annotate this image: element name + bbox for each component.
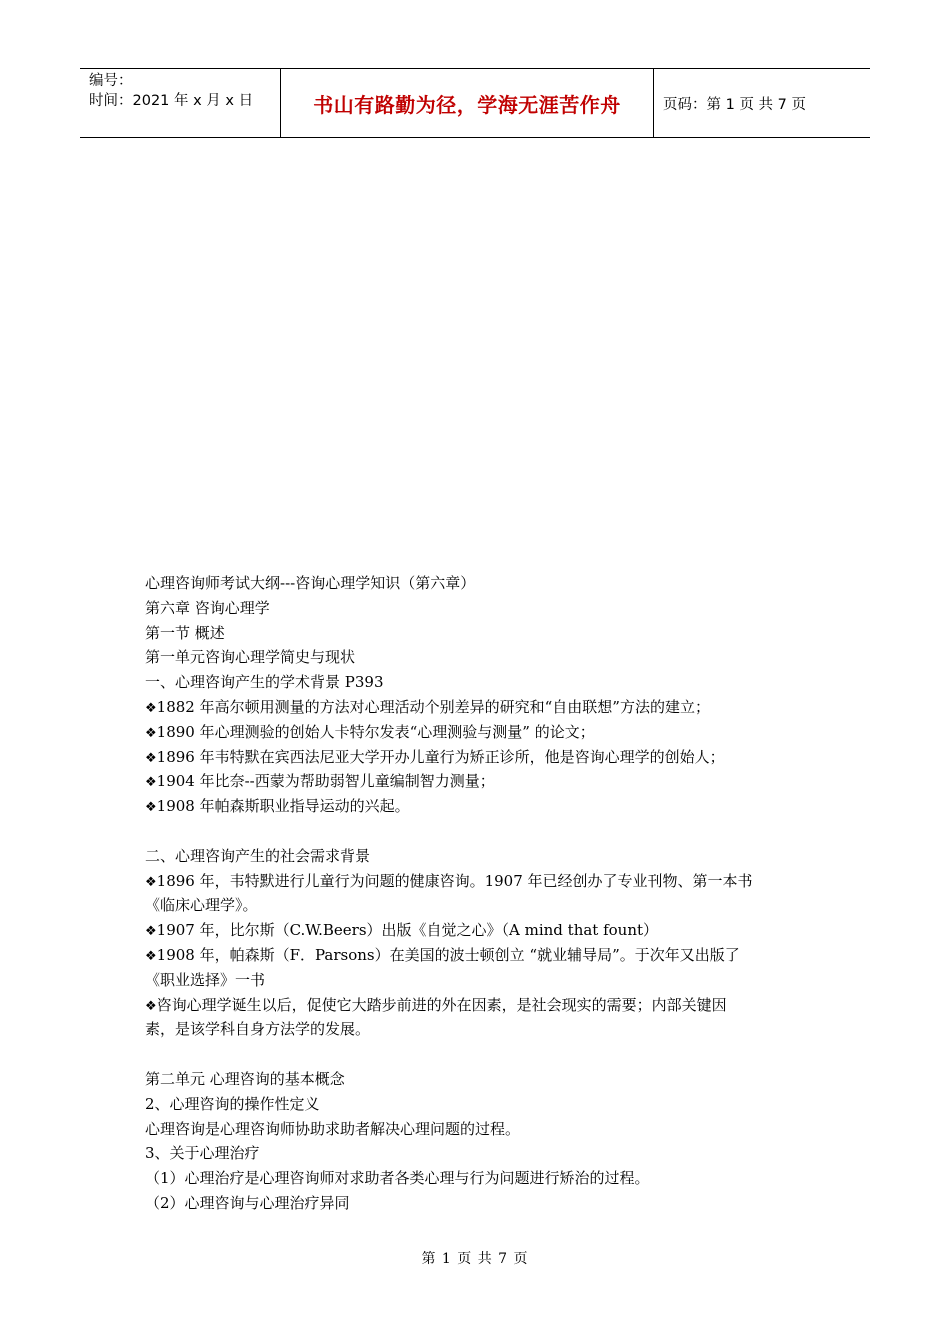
bullet-text: 咨询心理学诞生以后，促使它大踏步前进的外在因素，是社会现实的需要；内部关键因 — [156, 995, 727, 1014]
bullet-text: 1890 年心理测验的创始人卡特尔发表“心理测验与测量” 的论文； — [156, 722, 595, 741]
header-motto: 书山有路勤为径，学海无涯苦作舟 — [313, 92, 621, 117]
bullet-icon: ❖ — [145, 725, 157, 741]
bullet-continuation: 《职业选择》一书 — [145, 970, 266, 989]
chapter-heading: 第六章 咨询心理学 — [145, 598, 270, 617]
bullet-item — [145, 769, 810, 794]
bullet-icon: ❖ — [145, 874, 157, 890]
blank-line — [145, 1042, 810, 1067]
paragraph: 心理咨询是心理咨询师协助求助者解决心理问题的过程。 — [145, 1119, 521, 1138]
document-body — [145, 571, 810, 1216]
bullet-text: 1896 年韦特默在宾西法尼亚大学开办儿童行为矫正诊所，他是咨询心理学的创始人； — [156, 747, 725, 766]
bullet-continuation: 素，是该学科自身方法学的发展。 — [145, 1020, 371, 1039]
bullet-continuation: 《临床心理学》。 — [145, 896, 258, 915]
bullet-text: 1908 年，帕森斯（F．Parsons）在美国的波士顿创立 “就业辅导局”。于次年又出版了 — [156, 945, 740, 964]
bullet-text: 1882 年高尔顿用测量的方法对心理活动个别差异的研究和“自由联想”方法的建立； — [156, 697, 710, 716]
bullet-item — [145, 918, 810, 943]
bullet-item — [145, 943, 810, 968]
header-meta-cell — [80, 69, 281, 137]
bullet-icon: ❖ — [145, 998, 157, 1014]
subsection-heading: 二、心理咨询产生的社会需求背景 — [145, 846, 371, 865]
bullet-icon: ❖ — [145, 924, 157, 940]
header-page-info: 页码：第 1 页 共 7 页 — [663, 96, 806, 113]
bullet-icon: ❖ — [145, 800, 157, 816]
bullet-item — [145, 993, 810, 1018]
header-motto-cell — [281, 69, 654, 137]
bullet-item — [145, 745, 810, 770]
unit-heading: 第二单元 心理咨询的基本概念 — [145, 1069, 345, 1088]
bullet-text: 1908 年帕森斯职业指导运动的兴起。 — [156, 797, 410, 816]
unit-heading: 第一单元咨询心理学简史与现状 — [145, 648, 356, 667]
subsection-heading: 2、心理咨询的操作性定义 — [145, 1094, 320, 1113]
header-page-cell — [654, 69, 870, 137]
bullet-icon: ❖ — [145, 775, 157, 791]
page-footer: 第 1 页 共 7 页 — [421, 1251, 529, 1267]
document-title: 心理咨询师考试大纲---咨询心理学知识（第六章） — [145, 574, 476, 592]
bullet-item — [145, 720, 810, 745]
subsection-heading: 一、心理咨询产生的学术背景 P393 — [145, 673, 384, 692]
bullet-text: 1907 年，比尔斯（C.W.Beers）出版《自觉之心》（A mind that fount） — [156, 921, 659, 940]
bullet-text: 1904 年比奈--西蒙为帮助弱智儿童编制智力测量； — [156, 772, 495, 791]
document-number-label: 编号： — [89, 73, 133, 89]
bullet-item — [145, 695, 810, 720]
subsection-heading: 3、关于心理治疗 — [145, 1144, 260, 1163]
bullet-icon: ❖ — [145, 750, 157, 766]
bullet-icon: ❖ — [145, 700, 157, 716]
bullet-item — [145, 869, 810, 894]
bullet-icon: ❖ — [145, 948, 157, 964]
bullet-text: 1896 年，韦特默进行儿童行为问题的健康咨询。1907 年已经创办了专业刊物、第一本书 — [156, 871, 753, 890]
section-heading: 第一节 概述 — [145, 623, 225, 642]
bullet-item — [145, 794, 810, 819]
blank-line — [145, 819, 810, 844]
document-time-label: 时间：2021 年 x 月 x 日 — [89, 93, 254, 109]
paragraph: （1）心理治疗是心理咨询师对求助者各类心理与行为问题进行矫治的过程。 — [145, 1169, 650, 1188]
paragraph: （2）心理咨询与心理治疗异同 — [145, 1193, 350, 1212]
page-header — [80, 68, 870, 138]
